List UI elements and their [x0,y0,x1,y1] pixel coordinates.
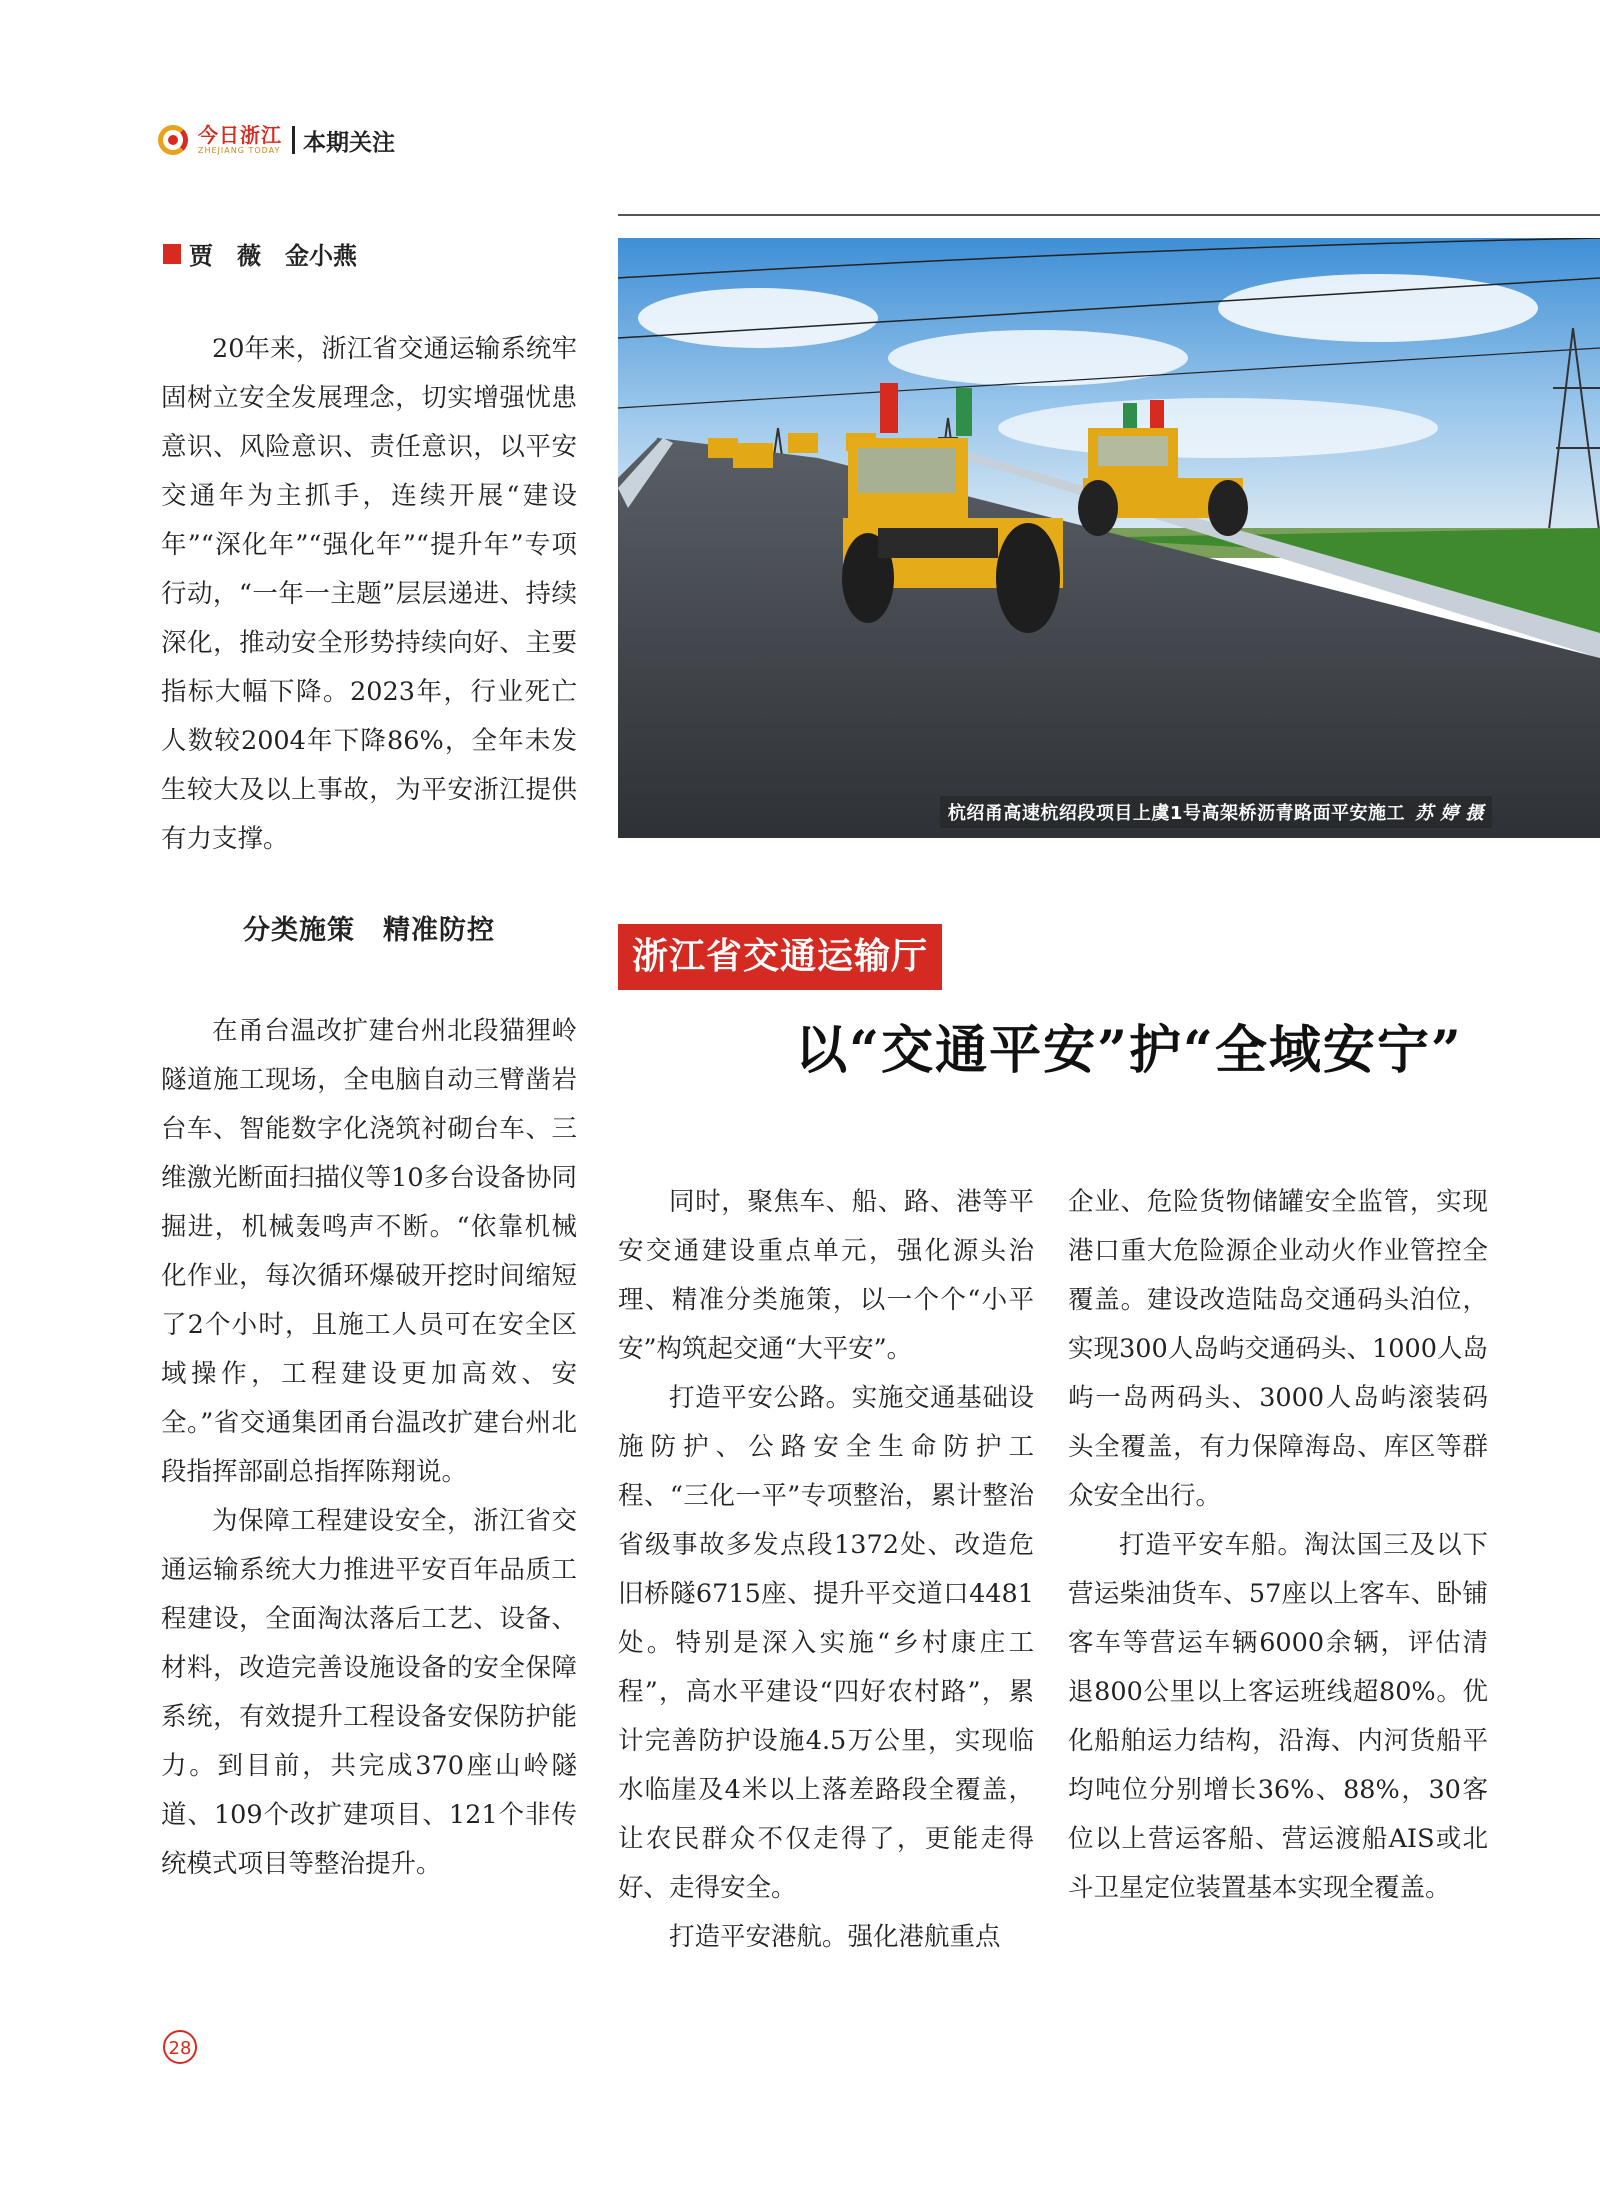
masthead [158,116,395,164]
author-names: 贾 薇 金小燕 [189,242,357,270]
article-headline [618,1008,1600,1083]
photo-caption [940,796,1492,828]
organization-tag: 浙江省交通运输厅 [618,924,942,990]
body-paragraph: 同时，聚焦车、船、路、港等平安交通建设重点单元，强化源头治理、精准分类施策，以一个个“小平安”构筑起交通“大平安”。 [618,1187,1034,1364]
magazine-brand [198,124,282,156]
top-rule [618,214,1600,216]
magazine-logo-icon [158,123,192,157]
column-3-body [1068,1178,1488,1913]
feature-photo [618,238,1600,840]
body-paragraph: 企业、危险货物储罐安全监管，实现港口重大危险源企业动火作业管控全覆盖。建设改造陆岛交通码头泊位，实现300人岛屿交通码头、1000人岛屿一岛两码头、3000人岛屿滚装码头全覆盖，有力保障海岛、库区等群众安全出行。 [1068,1187,1488,1511]
section-label: 本期关注 [303,129,395,156]
body-paragraph: 为保障工程建设安全，浙江省交通运输系统大力推进平安百年品质工程建设，全面淘汰落后工艺、设备、材料，改造完善设施设备的安全保障系统，有效提升工程设备安保防护能力。到目前，共完成370座山岭隧道、109个改扩建项目、121个非传统模式项目等整治提升。 [161,1506,577,1879]
intro-paragraph: 20年来，浙江省交通运输系统牢固树立安全发展理念，切实增强忧患意识、风险意识、责任意识，以平安交通年为主抓手，连续开展“建设年”“深化年”“强化年”“提升年”专项行动，“一年一主题”层层递进、持续深化，推动安全形势持续向好、主要指标大幅下降。2023年，行业死亡人数较2004年下降86%，全年未发生较大及以上事故，为平安浙江提供有力支撑。 [161,334,577,854]
body-paragraph: 打造平安港航。强化港航重点 [669,1922,1001,1952]
header-divider [292,126,295,154]
column-2-body [618,1178,1034,1962]
byline-marker-icon [163,244,181,264]
brand-name-cn: 今日浙江 [198,123,282,147]
road-construction-illustration [618,238,1600,840]
body-paragraph: 在甬台温改扩建台州北段猫狸岭隧道施工现场，全电脑自动三臂凿岩台车、智能数字化浇筑衬砌台车、三维激光断面扫描仪等10多台设备协同掘进，机械轰鸣声不断。“依靠机械化作业，每次循环爆破开挖时间缩短了2个小时，且施工人员可在安全区域操作，工程建设更加高效、安全。”省交通集团甬台温改扩建台州北段指挥部副总指挥陈翔说。 [161,1016,577,1487]
column-1-body [161,1007,577,1889]
subheading: 分类施策 精准防控 [243,915,495,946]
caption-text: 杭绍甬高速杭绍段项目上虞1号高架桥沥青路面平安施工 [947,803,1405,824]
headline-text: 以“交通平安”护“全域安宁” [795,1020,1463,1081]
byline [163,236,357,271]
body-paragraph: 打造平安公路。实施交通基础设施防护、公路安全生命防护工程、“三化一平”专项整治，累计整治省级事故多发点段1372处、改造危旧桥隧6715座、提升平交道口4481处。特别是深入实施“乡村康庄工程”，高水平建设“四好农村路”，累计完善防护设施4.5万公里，实现临水临崖及4米以上落差路段全覆盖，让农民群众不仅走得了，更能走得好、走得安全。 [618,1383,1034,1903]
page-number: 28 [163,2030,197,2064]
intro-block [161,325,577,864]
body-paragraph: 打造平安车船。淘汰国三及以下营运柴油货车、57座以上客车、卧铺客车等营运车辆6000余辆，评估清退800公里以上客运班线超80%。优化船舶运力结构，沿海、内河货船平均吨位分别增长36%、88%，30客位以上营运客船、营运渡船AIS或北斗卫星定位装置基本实现全覆盖。 [1068,1530,1488,1903]
photo-credit: 苏 婷 摄 [1414,803,1484,824]
brand-name-en: ZHEJIANG TODAY [198,146,281,155]
